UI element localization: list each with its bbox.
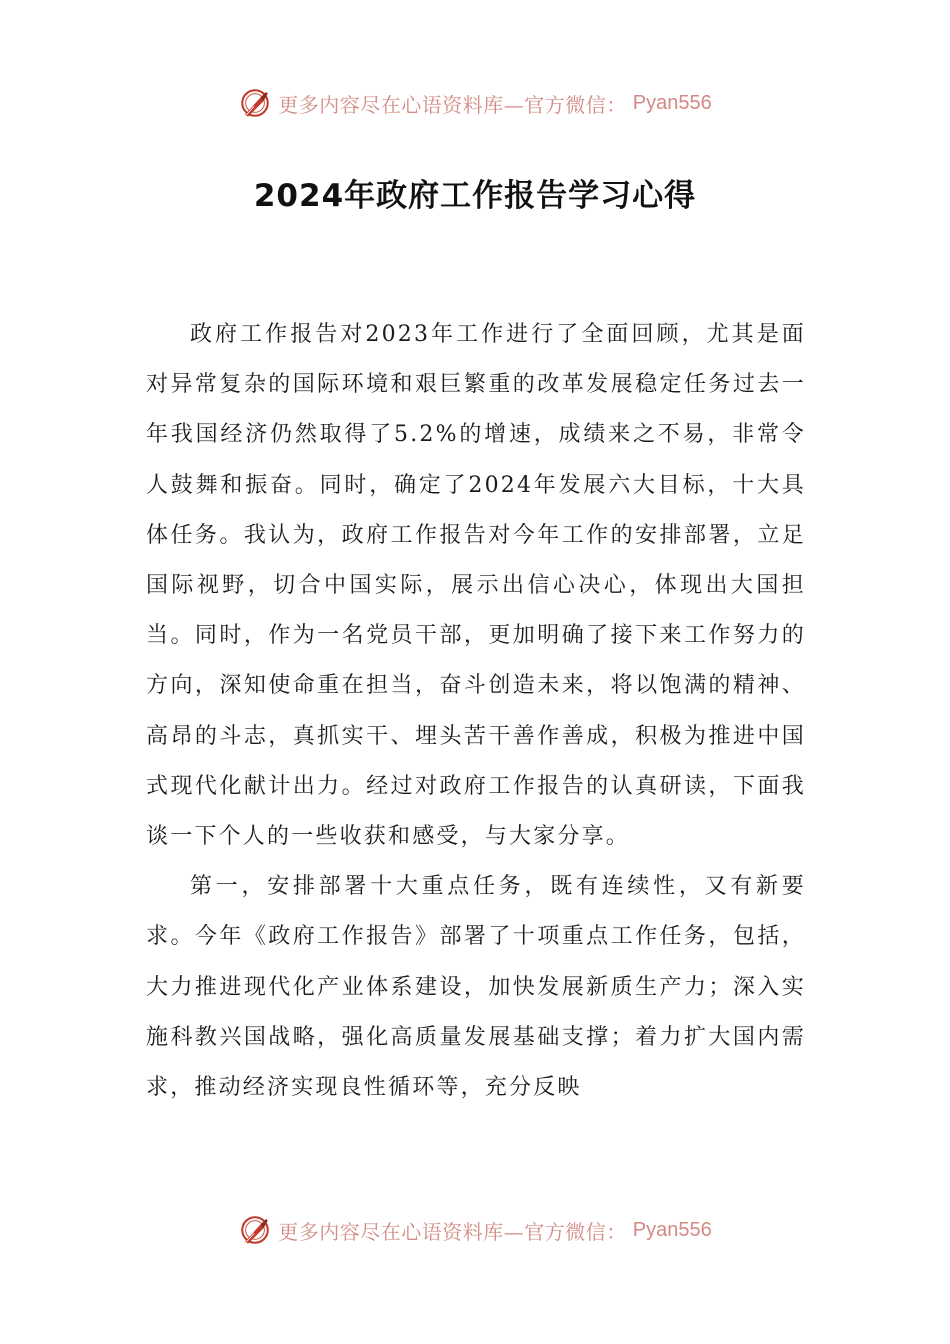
paragraph: 第一，安排部署十大重点任务，既有连续性，又有新要求。今年《政府工作报告》部署了十项重点工作任务，包括，大力推进现代化产业体系建设，加快发展新质生产力；深入实施科教兴国战略，强化高质量发展基础支撑；着力扩大国内需求，推动经济实现良性循环等，充分反映: [146, 874, 806, 1101]
document-body: [146, 310, 806, 1113]
document-title: 2024年政府工作报告学习心得: [253, 178, 697, 214]
footer-banner: [0, 1210, 950, 1250]
header-banner: [0, 83, 950, 123]
pen-nib-logo-icon: [238, 1213, 272, 1247]
header-banner-text: 更多内容尽在心语资料库—官方微信：: [278, 92, 627, 117]
pen-nib-logo-icon: [238, 86, 272, 120]
paragraph: 政府工作报告对2023年工作进行了全面回顾，尤其是面对异常复杂的国际环境和艰巨繁重的改革发展稳定任务过去一年我国经济仍然取得了5.2%的增速，成绩来之不易，非常令人鼓舞和振奋。同时，确定了2024年发展六大目标，十大具体任务。我认为，政府工作报告对今年工作的安排部署，立足国际视野，切合中国实际，展示出信心决心，体现出大国担当。同时，作为一名党员干部，更加明确了接下来工作努力的方向，深知使命重在担当，奋斗创造未来，将以饱满的精神、高昂的斗志，真抓实干、埋头苦干善作善成，积极为推进中国式现代化献计出力。经过对政府工作报告的认真研读，下面我谈一下个人的一些收获和感受，与大家分享。: [146, 322, 806, 850]
footer-banner-text: 更多内容尽在心语资料库—官方微信：: [278, 1219, 627, 1244]
footer-wechat-id: Pyan556: [632, 1218, 712, 1241]
header-wechat-id: Pyan556: [632, 91, 712, 114]
